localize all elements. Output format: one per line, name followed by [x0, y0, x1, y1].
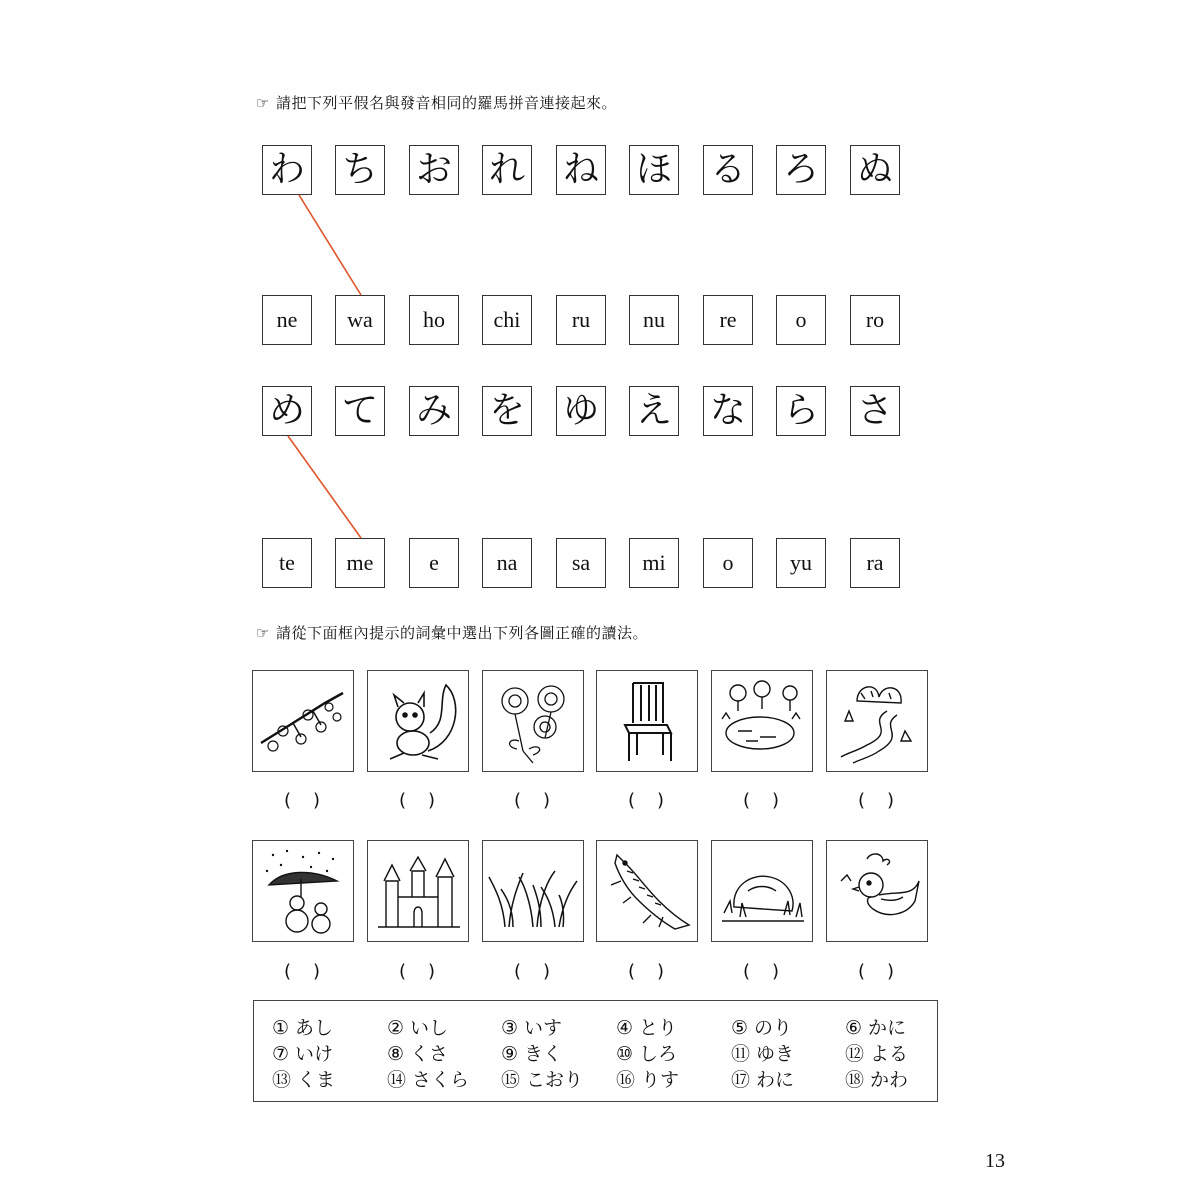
- choice-item: ⑰ わに: [731, 1069, 795, 1091]
- choice-item: ⑮ こおり: [501, 1069, 584, 1091]
- kana-box[interactable]: お: [409, 145, 459, 195]
- choice-item: ④ とり: [616, 1017, 678, 1039]
- matching-instruction: [256, 92, 617, 113]
- kana-box[interactable]: を: [482, 386, 532, 436]
- picture-snow-umbrella: [252, 840, 354, 942]
- answer-paren[interactable]: ( ): [627, 961, 667, 982]
- kana-box[interactable]: る: [703, 145, 753, 195]
- kana-box[interactable]: み: [409, 386, 459, 436]
- romaji-box[interactable]: te: [262, 538, 312, 588]
- choice-item: ⑤ のり: [731, 1017, 793, 1039]
- kana-box[interactable]: ほ: [629, 145, 679, 195]
- picture-crocodile: [596, 840, 698, 942]
- choice-item: ① あし: [272, 1017, 334, 1039]
- answer-paren[interactable]: ( ): [398, 961, 438, 982]
- choice-item: ⑱ かわ: [845, 1069, 909, 1091]
- choice-item: ⑭ さくら: [387, 1069, 470, 1091]
- romaji-box[interactable]: ra: [850, 538, 900, 588]
- romaji-box[interactable]: ru: [556, 295, 606, 345]
- word-choice-box: [253, 1000, 938, 1102]
- romaji-box[interactable]: nu: [629, 295, 679, 345]
- kana-box[interactable]: ぬ: [850, 145, 900, 195]
- choice-item: ② いし: [387, 1017, 449, 1039]
- romaji-box[interactable]: ro: [850, 295, 900, 345]
- romaji-box[interactable]: o: [703, 538, 753, 588]
- picture-chrysanthemum: [482, 670, 584, 772]
- choice-item: ⑥ かに: [845, 1017, 907, 1039]
- matching-instruction-text: 請把下列平假名與發音相同的羅馬拼音連接起來。: [275, 94, 617, 112]
- romaji-box[interactable]: me: [335, 538, 385, 588]
- kana-box[interactable]: ね: [556, 145, 606, 195]
- choice-item: ⑪ ゆき: [731, 1043, 795, 1065]
- picture-rock: [711, 840, 813, 942]
- romaji-box[interactable]: ne: [262, 295, 312, 345]
- answer-paren[interactable]: ( ): [283, 790, 323, 811]
- answer-paren[interactable]: ( ): [513, 790, 553, 811]
- answer-paren[interactable]: ( ): [398, 790, 438, 811]
- example-line-wa: [299, 195, 361, 295]
- romaji-box[interactable]: e: [409, 538, 459, 588]
- picture-sakura-branch: [252, 670, 354, 772]
- answer-paren[interactable]: ( ): [857, 961, 897, 982]
- page-number: 13: [985, 1150, 1005, 1172]
- romaji-box[interactable]: re: [703, 295, 753, 345]
- picture-chair: [596, 670, 698, 772]
- romaji-box[interactable]: wa: [335, 295, 385, 345]
- kana-box[interactable]: ら: [776, 386, 826, 436]
- romaji-box[interactable]: ho: [409, 295, 459, 345]
- picture-castle: [367, 840, 469, 942]
- answer-paren[interactable]: ( ): [283, 961, 323, 982]
- choice-item: ⑧ くさ: [387, 1043, 449, 1065]
- answer-paren[interactable]: ( ): [627, 790, 667, 811]
- kana-box[interactable]: な: [703, 386, 753, 436]
- kana-box[interactable]: え: [629, 386, 679, 436]
- pointing-hand-icon: ☞: [256, 623, 270, 642]
- picture-reeds: [482, 840, 584, 942]
- romaji-box[interactable]: o: [776, 295, 826, 345]
- romaji-box[interactable]: na: [482, 538, 532, 588]
- romaji-box[interactable]: mi: [629, 538, 679, 588]
- picture-instruction: [256, 622, 648, 643]
- example-line-me: [288, 436, 361, 538]
- kana-box[interactable]: れ: [482, 145, 532, 195]
- picture-instruction-text: 請從下面框內提示的詞彙中選出下列各圖正確的讀法。: [275, 624, 648, 642]
- kana-box[interactable]: さ: [850, 386, 900, 436]
- answer-paren[interactable]: ( ): [742, 790, 782, 811]
- kana-box[interactable]: ろ: [776, 145, 826, 195]
- choice-item: ⑦ いけ: [272, 1043, 334, 1065]
- kana-box[interactable]: め: [262, 386, 312, 436]
- picture-bird: [826, 840, 928, 942]
- choice-item: ⑬ くま: [272, 1069, 336, 1091]
- choice-item: ⑫ よる: [845, 1043, 909, 1065]
- kana-box[interactable]: わ: [262, 145, 312, 195]
- choice-item: ⑯ りす: [616, 1069, 680, 1091]
- romaji-box[interactable]: yu: [776, 538, 826, 588]
- romaji-box[interactable]: chi: [482, 295, 532, 345]
- romaji-box[interactable]: sa: [556, 538, 606, 588]
- pointing-hand-icon: ☞: [256, 93, 270, 112]
- kana-box[interactable]: ち: [335, 145, 385, 195]
- picture-pond: [711, 670, 813, 772]
- answer-paren[interactable]: ( ): [857, 790, 897, 811]
- picture-river-landscape: [826, 670, 928, 772]
- kana-box[interactable]: て: [335, 386, 385, 436]
- answer-paren[interactable]: ( ): [742, 961, 782, 982]
- answer-paren[interactable]: ( ): [513, 961, 553, 982]
- picture-squirrel: [367, 670, 469, 772]
- kana-box[interactable]: ゆ: [556, 386, 606, 436]
- choice-item: ⑩ しろ: [616, 1043, 678, 1065]
- choice-item: ③ いす: [501, 1017, 563, 1039]
- choice-item: ⑨ きく: [501, 1043, 563, 1065]
